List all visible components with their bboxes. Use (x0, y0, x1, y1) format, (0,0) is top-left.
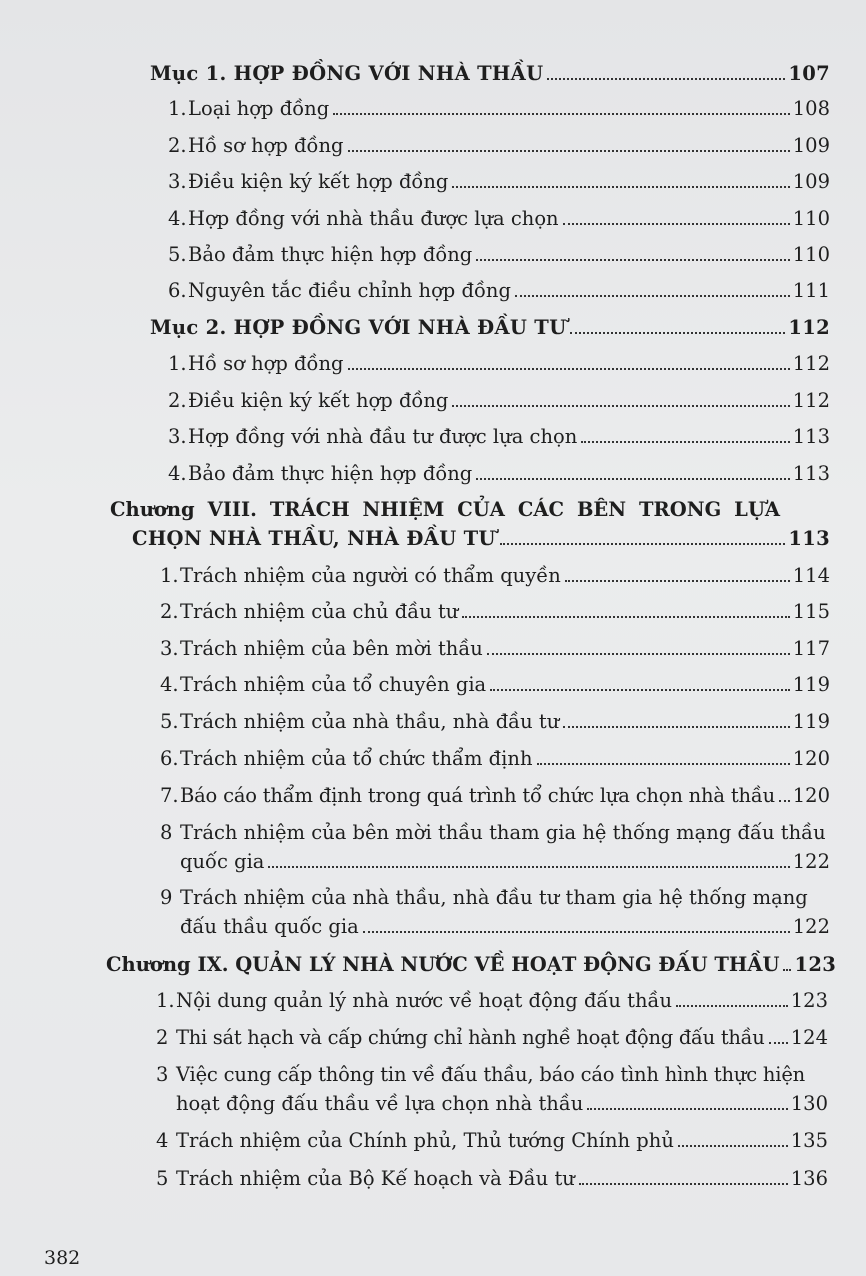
toc-entry: 5. Bảo đảm thực hiện hợp đồng 110 (168, 243, 830, 266)
leader-dots (462, 615, 789, 618)
toc-entry: 5 Trách nhiệm của Bộ Kế hoạch và Đầu tư 136 (156, 1167, 828, 1190)
chapter-9-title: Chương IX. QUẢN LÝ NHÀ NƯỚC VỀ HOẠT ĐỘNG ĐẤU THẦU 123 (106, 953, 837, 976)
leader-dots (547, 77, 785, 80)
toc-entry-muc-1 (150, 62, 830, 86)
toc-entry: 7. Báo cáo thẩm định trong quá trình tổ chức lựa chọn nhà thầu 120 (160, 784, 830, 807)
leader-dots (570, 331, 785, 334)
leader-dots (563, 725, 789, 728)
toc-entry: 1. Loại hợp đồng 108 (168, 97, 830, 120)
toc-entry-8-line1: 8 Trách nhiệm của bên mời thầu tham gia hệ thống mạng đấu thầu (160, 821, 826, 844)
leader-dots (500, 542, 786, 545)
leader-dots (363, 930, 790, 933)
leader-dots (476, 258, 789, 261)
leader-dots (487, 652, 790, 655)
toc-entry-title: Mục 2. HỢP ĐỒNG VỚI NHÀ ĐẦU TƯ (150, 316, 567, 339)
leader-dots (565, 579, 790, 582)
toc-entry: 2. Trách nhiệm của chủ đầu tư 115 (160, 600, 830, 623)
toc-entry: 3. Trách nhiệm của bên mời thầu 117 (160, 637, 830, 660)
toc-entry: 4. Bảo đảm thực hiện hợp đồng 113 (168, 462, 830, 485)
leader-dots (348, 149, 790, 152)
leader-dots (348, 367, 790, 370)
leader-dots (579, 1182, 788, 1185)
leader-dots (490, 688, 790, 691)
leader-dots (537, 762, 790, 765)
leader-dots (779, 799, 790, 802)
toc-entry: 6. Nguyên tắc điều chỉnh hợp đồng 111 (168, 279, 830, 302)
leader-dots (333, 112, 790, 115)
toc-entry-page: 107 (788, 62, 830, 85)
toc-entry-title: Mục 1. HỢP ĐỒNG VỚI NHÀ THẦU (150, 62, 544, 85)
toc-entry: 1. Nội dung quản lý nhà nước về hoạt động đấu thầu 123 (156, 989, 828, 1012)
toc-entry: 4. Hợp đồng với nhà thầu được lựa chọn 110 (168, 207, 830, 230)
leader-dots (452, 404, 789, 407)
chapter-8-title-line2: CHỌN NHÀ THẦU, NHÀ ĐẦU TƯ 113 (132, 527, 830, 550)
toc-entry: 1. Hồ sơ hợp đồng 112 (168, 352, 830, 375)
toc-entry: 5. Trách nhiệm của nhà thầu, nhà đầu tư 119 (160, 710, 830, 733)
toc-entry: 2. Hồ sơ hợp đồng 109 (168, 134, 830, 157)
toc-entry-c9-3-line1: 3 Việc cung cấp thông tin về đấu thầu, báo cáo tình hình thực hiện (156, 1063, 806, 1086)
leader-dots (769, 1041, 788, 1044)
toc-entry-c9-3-line2: hoạt động đấu thầu về lựa chọn nhà thầu 130 (176, 1092, 828, 1115)
leader-dots (563, 222, 790, 225)
chapter-8-title-line1: Chương VIII. TRÁCH NHIỆM CỦA CÁC BÊN TRONG LỰA (110, 498, 780, 521)
leader-dots (783, 968, 791, 971)
toc-entry-9-line2: đấu thầu quốc gia 122 (180, 915, 830, 938)
toc-entry: 6. Trách nhiệm của tổ chức thẩm định 120 (160, 747, 830, 770)
toc-entry-9-line1: 9 Trách nhiệm của nhà thầu, nhà đầu tư tham gia hệ thống mạng (160, 886, 808, 909)
leader-dots (452, 185, 789, 188)
toc-entry: 4. Trách nhiệm của tổ chuyên gia 119 (160, 673, 830, 696)
leader-dots (678, 1144, 788, 1147)
toc-entry: 2 Thi sát hạch và cấp chứng chỉ hành nghề hoạt động đấu thầu 124 (156, 1026, 828, 1049)
toc-entry: 3. Điều kiện ký kết hợp đồng 109 (168, 170, 830, 193)
toc-entry: 2. Điều kiện ký kết hợp đồng 112 (168, 389, 830, 412)
toc-entry-8-line2: quốc gia 122 (180, 850, 830, 873)
leader-dots (515, 294, 790, 297)
toc-entry: 4 Trách nhiệm của Chính phủ, Thủ tướng Chính phủ 135 (156, 1129, 828, 1152)
page-number: 382 (44, 1247, 81, 1269)
leader-dots (587, 1107, 787, 1110)
leader-dots (676, 1004, 788, 1007)
leader-dots (268, 865, 789, 868)
toc-entry-muc-2 (150, 316, 830, 340)
leader-dots (581, 440, 789, 443)
toc-entry-page: 112 (788, 316, 830, 339)
leader-dots (476, 477, 789, 480)
toc-entry: 3. Hợp đồng với nhà đầu tư được lựa chọn 113 (168, 425, 830, 448)
toc-entry: 1. Trách nhiệm của người có thẩm quyền 114 (160, 564, 830, 587)
